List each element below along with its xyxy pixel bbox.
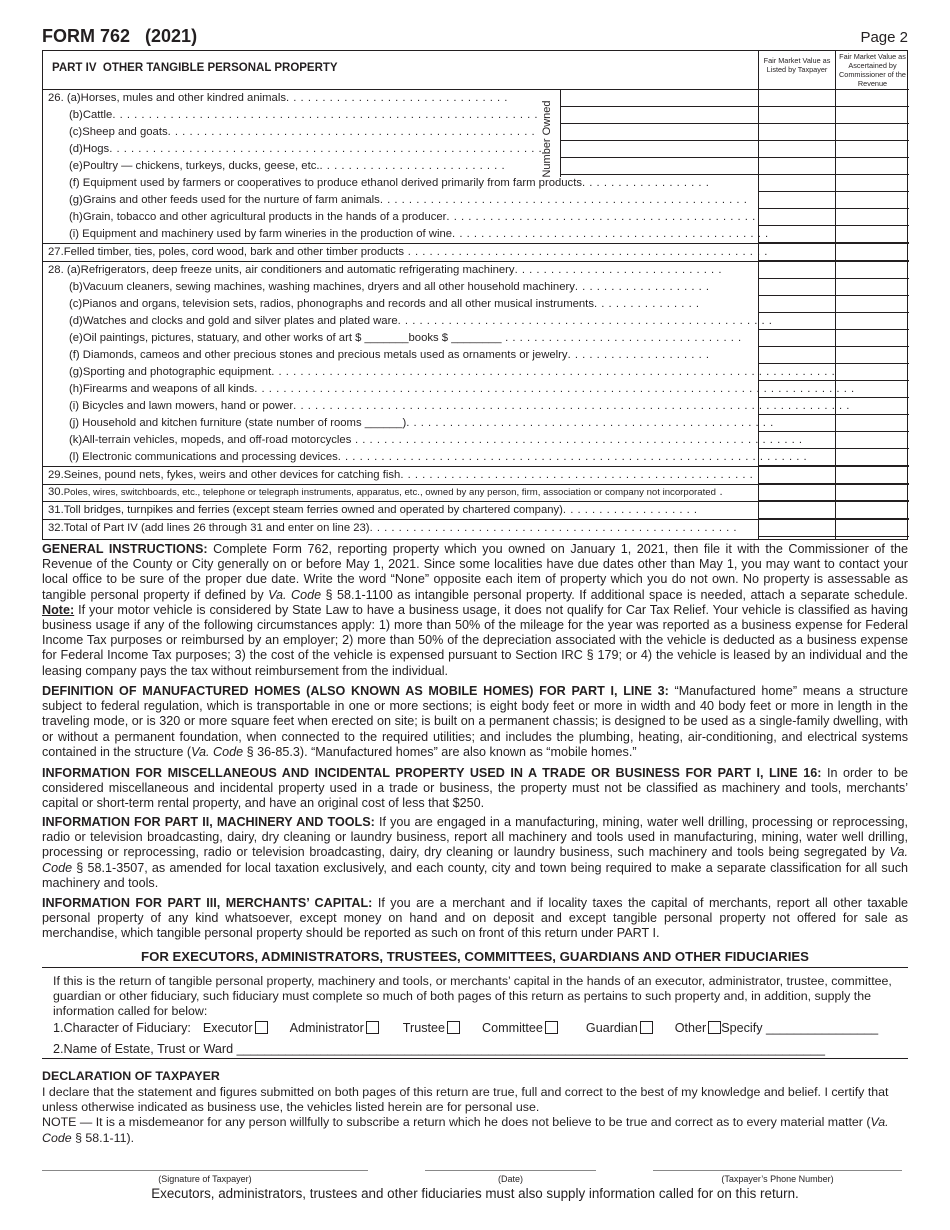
taxpayer-value-cell[interactable] (758, 192, 835, 209)
commissioner-value-cell[interactable] (835, 520, 909, 537)
table-row (43, 347, 909, 364)
row-label: (f) Diamonds, cameos and other precious stones and precious metals used as ornaments or jewelry. . . . . . . . . . . . . . . . . . . . (69, 349, 710, 361)
merchants-capital-info: INFORMATION FOR PART III, MERCHANTS’ CAPITAL: If you are a merchant and if locality taxes the capital of merchants, report all other taxable personal property of any kind whatsoever, except money on hand and on deposit and except tangible personal property not offered for sale as merchandise, which tangible personal property should be reported as such on front of this return under PART I. (42, 896, 908, 941)
row-label: 28. (a)Refrigerators, deep freeze units, air conditioners and automatic refrigerating machinery. . . . . . . . . . . . . . . . . . . . . . . . . . . . . (48, 264, 722, 276)
table-row (43, 158, 909, 175)
commissioner-value-cell[interactable] (835, 209, 909, 226)
other-checkbox[interactable] (708, 1021, 721, 1034)
executor-checkbox[interactable] (255, 1021, 268, 1034)
row-label: (e)Oil paintings, pictures, statuary, and other works of art $ _______books $ ________ . . . . . . . . . . . . . . . . . . . . . . . . . . . . . . . . . (69, 332, 742, 344)
commissioner-value-cell[interactable] (835, 141, 909, 158)
fiduciary-section (42, 967, 908, 1059)
commissioner-value-cell[interactable] (835, 467, 909, 484)
table-row (43, 279, 909, 296)
row-label: (i) Equipment and machinery used by farm wineries in the production of wine. . . . . . . . . . . . . . . . . . . . . . . . . . . . . . . . . . . . . . . . . . . . (69, 228, 769, 240)
row-label: 27.Felled timber, ties, poles, cord wood, bark and other timber products . . . . . . . . . . . . . . . . . . . . . . . . . . . . . . . . . . . . . . . . . . . . . . . . . . (48, 246, 768, 258)
committee-label: Committee (482, 1021, 543, 1035)
trustee-checkbox[interactable] (447, 1021, 460, 1034)
commissioner-value-cell[interactable] (835, 449, 909, 466)
table-row (43, 124, 909, 141)
taxpayer-value-cell[interactable] (758, 107, 835, 124)
number-owned-cell[interactable] (560, 90, 758, 107)
taxpayer-value-cell[interactable] (758, 432, 835, 449)
taxpayer-value-cell[interactable] (758, 90, 835, 107)
taxpayer-value-cell[interactable] (758, 175, 835, 192)
phone-line[interactable] (653, 1170, 902, 1171)
number-owned-cell[interactable] (560, 141, 758, 158)
commissioner-value-cell[interactable] (835, 381, 909, 398)
signature-line[interactable] (42, 1170, 368, 1171)
footer-note: Executors, administrators, trustees and other fiduciaries must also supply information called for on this return. (151, 1186, 799, 1201)
col-header-taxpayer: Fair Market Value as Listed by Taxpayer (763, 56, 831, 74)
row-label: 32.Total of Part IV (add lines 26 through 31 and enter on line 23). . . . . . . . . . . . . . . . . . . . . . . . . . . . . . . . . . . . . . . . . . . . . . . . . . . (48, 522, 738, 534)
phone-label: (Taxpayer’s Phone Number) (721, 1174, 834, 1184)
administrator-label: Administrator (289, 1021, 364, 1035)
taxpayer-value-cell[interactable] (758, 381, 835, 398)
taxpayer-value-cell[interactable] (758, 347, 835, 364)
other-label: Other (674, 1021, 707, 1035)
form-header (42, 26, 908, 48)
commissioner-value-cell[interactable] (835, 279, 909, 296)
row-label: (c)Pianos and organs, television sets, radios, phonographs and records and all other musical instruments. . . . . . . . . . . . . . . (69, 298, 700, 310)
taxpayer-value-cell[interactable] (758, 364, 835, 381)
table-row (43, 398, 909, 415)
number-owned-label: Number Owned (541, 100, 553, 178)
machinery-tools-info: INFORMATION FOR PART II, MACHINERY AND TOOLS: If you are engaged in a manufacturing, mining, water well drilling, processing or reprocessing, radio or television broadcasting, dairy, dry cleaning or laundry business, report all machinery and tools used in manufacturing, mining, water well drilling, processing or reprocessing, radio or television broadcasting, dairy, dry cleaning or laundry business, such machinery and tools being segregated by Va. Code § 58.1-3507, as amended for local taxation exclusively, and each county, city and town being required to make a separate classification for all such machinery and tools. (42, 815, 908, 890)
part-iv-table (42, 50, 908, 540)
row-label: (k)All-terrain vehicles, mopeds, and off-road motorcycles . . . . . . . . . . . . . . . . . . . . . . . . . . . . . . . . . . . . . . . . . . . . . . . . . . . . . . . . . . . . . . (69, 434, 803, 446)
table-row (43, 90, 909, 107)
date-line[interactable] (425, 1170, 596, 1171)
taxpayer-value-cell[interactable] (758, 313, 835, 330)
committee-checkbox[interactable] (545, 1021, 558, 1034)
row-label: (b)Vacuum cleaners, sewing machines, washing machines, dryers and all other household machinery. . . . . . . . . . . . . . . . . . . (69, 281, 710, 293)
commissioner-value-cell[interactable] (835, 90, 909, 107)
table-row (43, 244, 909, 261)
col-header-commissioner: Fair Market Value as Ascertained by Commissioner of the Revenue (839, 52, 906, 88)
taxpayer-value-cell[interactable] (758, 141, 835, 158)
mobile-homes-definition: DEFINITION OF MANUFACTURED HOMES (ALSO KNOWN AS MOBILE HOMES) FOR PART I, LINE 3: “Manufactured home” means a structure subject to federal regulation, which is transportable in one or more sections; is eight body feet or more in width and 40 body feet or more in length in the traveling mode, or is 320 or more square feet when erected on site; is built on a permanent chassis; is designed to be used as a single-family dwelling, with or without a permanent foundation, when connected to the required utilities; and includes the plumbing, heating, air-conditioning, and electrical systems contained in the structure (Va. Code § 36-85.3). “Manufactured homes” are also known as “mobile homes.” (42, 684, 908, 759)
table-row (43, 192, 909, 209)
taxpayer-value-cell[interactable] (758, 124, 835, 141)
taxpayer-value-cell[interactable] (758, 279, 835, 296)
table-row (43, 226, 909, 243)
taxpayer-value-cell[interactable] (758, 209, 835, 226)
row-label: (e)Poultry — chickens, turkeys, ducks, geese, etc.. . . . . . . . . . . . . . . . . . . . . . . . . . (69, 160, 506, 172)
part-iv-title: PART IV OTHER TANGIBLE PERSONAL PROPERTY (52, 62, 338, 74)
date-label: (Date) (497, 1174, 523, 1184)
commissioner-value-cell[interactable] (835, 432, 909, 449)
commissioner-value-cell[interactable] (835, 502, 909, 519)
number-owned-cell[interactable] (560, 107, 758, 124)
commissioner-value-cell[interactable] (835, 484, 909, 501)
table-row (43, 415, 909, 432)
fiduciary-character-row: 1.Character of Fiduciary: Executor Administrator Trustee Committee Guardian Other Specify ________________ (53, 1021, 879, 1035)
commissioner-value-cell[interactable] (835, 244, 909, 261)
commissioner-value-cell[interactable] (835, 262, 909, 279)
row-label: (g)Grains and other feeds used for the nurture of farm animals. . . . . . . . . . . . . . . . . . . . . . . . . . . . . . . . . . . . . . . . . . . . . . . . . . . (69, 194, 748, 206)
taxpayer-value-cell[interactable] (758, 330, 835, 347)
row-label: 30.Poles, wires, switchboards, etc., telephone or telegraph instruments, apparatus, etc., owned by any person, firm, association or company not incorporated . (48, 486, 724, 498)
table-row (43, 467, 909, 484)
row-label: (j) Household and kitchen furniture (state number of rooms ______). . . . . . . . . . . . . . . . . . . . . . . . . . . . . . . . . . . . . . . . . . . . . . . . . . . (69, 417, 774, 429)
page-number: Page 2 (860, 29, 908, 46)
row-label: (h)Grain, tobacco and other agricultural products in the hands of a producer. . . . . . . . . . . . . . . . . . . . . . . . . . . . . . . . . . . . . . . . . . . (69, 211, 756, 223)
taxpayer-value-cell[interactable] (758, 226, 835, 243)
fiduciary-text: If this is the return of tangible personal property, machinery and tools, or merchants’ capital in the hands of an executor, administrator, trustee, committee, guardian or other fiduciary, such fiduciary must complete so much of both pages of this return as pertains to such property and, in addition, supply the information called for below: (53, 974, 892, 1019)
table-row (43, 313, 909, 330)
row-label: (l) Electronic communications and processing devices. . . . . . . . . . . . . . . . . . . . . . . . . . . . . . . . . . . . . . . . . . . . . . . . . . . . . . . . . . . . . . . . . (69, 451, 808, 463)
table-row (43, 484, 909, 501)
table-row (43, 296, 909, 313)
guardian-label: Guardian (585, 1021, 638, 1035)
general-instructions: GENERAL INSTRUCTIONS: Complete Form 762, reporting property which you owned on January 1, 2021, then file it with the Commissioner of the Revenue of the County or City generally on or before May 1, 2021. Since some localities have due dates other than May 1, you may want to contact your local office to be sure of the proper due date. Write the word “None” opposite each item of property which you do not own. No property is assessable as tangible personal property if defined by Va. Code § 58.1-1100 as intangible personal property. If additional space is needed, attach a separate schedule. Note: If your motor vehicle is considered by State Law to have a business usage, it does not qualify for Car Tax Relief. Your vehicle is classified as having business usage if any of the following circumstances apply: 1) more than 50% of the mileage for the year was reported as a business expense for Federal Income Tax purposes or reimbursed by an employer; 2) more than 50% of the depreciation associated with the vehicle is deducted as a business expense for Federal Income Tax purposes; 3) the cost of the vehicle is expensed pursuant to Section IRC § 179; or 4) the vehicle is leased by an individual and the leasing company pays the tax without reimbursement from the individual. (42, 542, 909, 678)
signature-label: (Signature of Taxpayer) (158, 1174, 252, 1184)
row-label: 31.Toll bridges, turnpikes and ferries (except steam ferries owned and operated by chartered company). . . . . . . . . . . . . . . . . . . (48, 504, 698, 516)
row-label: (b)Cattle. . . . . . . . . . . . . . . . . . . . . . . . . . . . . . . . . . . . . . . . . . . . . . . . . . . . . . . . . . . (69, 109, 539, 121)
misc-property-info: INFORMATION FOR MISCELLANEOUS AND INCIDENTAL PROPERTY USED IN A TRADE OR BUSINESS FOR PART I, LINE 16: In order to be considered miscellaneous and incidental property used in a trade or business, the property must not be classified as machinery and tools, merchants’ capital or short-term rental property, and have an original cost of less that $250. (42, 766, 908, 811)
taxpayer-value-cell[interactable] (758, 244, 835, 261)
commissioner-value-cell[interactable] (835, 313, 909, 330)
taxpayer-value-cell[interactable] (758, 262, 835, 279)
table-row (43, 520, 909, 537)
table-row (43, 262, 909, 279)
specify-field[interactable]: Specify ________________ (721, 1021, 879, 1035)
commissioner-value-cell[interactable] (835, 347, 909, 364)
number-owned-cell[interactable] (560, 124, 758, 141)
commissioner-value-cell[interactable] (835, 124, 909, 141)
row-label: 29.Seines, pound nets, fykes, weirs and other devices for catching fish. . . . . . . . . . . . . . . . . . . . . . . . . . . . . . . . . . . . . . . . . . . . . . . . . (48, 469, 754, 481)
commissioner-value-cell[interactable] (835, 415, 909, 432)
commissioner-value-cell[interactable] (835, 175, 909, 192)
taxpayer-value-cell[interactable] (758, 415, 835, 432)
row-label: (c)Sheep and goats. . . . . . . . . . . . . . . . . . . . . . . . . . . . . . . . . . . . . . . . . . . . . . . . . . . (69, 126, 536, 138)
row-label: 26. (a)Horses, mules and other kindred animals. . . . . . . . . . . . . . . . . . . . . . . . . . . . . . . (48, 92, 508, 104)
commissioner-value-cell[interactable] (835, 192, 909, 209)
commissioner-value-cell[interactable] (835, 226, 909, 243)
taxpayer-value-cell[interactable] (758, 502, 835, 519)
taxpayer-value-cell[interactable] (758, 467, 835, 484)
taxpayer-value-cell[interactable] (758, 158, 835, 175)
row-label: (d)Hogs. . . . . . . . . . . . . . . . . . . . . . . . . . . . . . . . . . . . . . . . . . . . . . . . . . . . . . . . . . . . (69, 143, 543, 155)
row-label: (d)Watches and clocks and gold and silver plates and plated ware. . . . . . . . . . . . . . . . . . . . . . . . . . . . . . . . . . . . . . . . . . . . . . . . . . . . (69, 315, 773, 327)
administrator-checkbox[interactable] (366, 1021, 379, 1034)
commissioner-value-cell[interactable] (835, 158, 909, 175)
taxpayer-value-cell[interactable] (758, 449, 835, 466)
fiduciary-title: FOR EXECUTORS, ADMINISTRATORS, TRUSTEES, COMMITTEES, GUARDIANS AND OTHER FIDUCIARIES (141, 949, 809, 964)
row-label: (h)Firearms and weapons of all kinds. . . . . . . . . . . . . . . . . . . . . . . . . . . . . . . . . . . . . . . . . . . . . . . . . . . . . . . . . . . . . . . . . . . . . . . . . . . . . . . . . . . (69, 383, 855, 395)
commissioner-value-cell[interactable] (835, 107, 909, 124)
table-row (43, 364, 909, 381)
estate-name-field[interactable]: 2.Name of Estate, Trust or Ward ____________________________________________________________________________________ (53, 1042, 825, 1056)
table-row (43, 330, 909, 347)
row-label: (g)Sporting and photographic equipment. . . . . . . . . . . . . . . . . . . . . . . . . . . . . . . . . . . . . . . . . . . . . . . . . . . . . . . . . . . . . . . . . . . . . . . . . . . . . . (69, 366, 836, 378)
table-row (43, 381, 909, 398)
table-row (43, 175, 909, 192)
taxpayer-value-cell[interactable] (758, 398, 835, 415)
executor-label: Executor (202, 1021, 253, 1035)
table-row (43, 209, 909, 226)
declaration-title: DECLARATION OF TAXPAYER (42, 1069, 220, 1083)
taxpayer-value-cell[interactable] (758, 296, 835, 313)
guardian-checkbox[interactable] (640, 1021, 653, 1034)
row-label: (f) Equipment used by farmers or cooperatives to produce ethanol derived primarily from farm products. . . . . . . . . . . . . . . . . . (69, 177, 710, 189)
commissioner-value-cell[interactable] (835, 364, 909, 381)
table-row (43, 449, 909, 466)
taxpayer-value-cell[interactable] (758, 484, 835, 501)
row-label: (i) Bicycles and lawn mowers, hand or power. . . . . . . . . . . . . . . . . . . . . . . . . . . . . . . . . . . . . . . . . . . . . . . . . . . . . . . . . . . . . . . . . . . . . . . . . . . . . (69, 400, 850, 412)
declaration-text: I declare that the statement and figures submitted on both pages of this return are true, full and correct to the best of my knowledge and belief. I certify that unless otherwise indicated as business use, the vehicles listed herein are for personal use. NOTE — It is a misdemeanor for any person willfully to subscribe a return which he does not believe to be true and correct as to every material matter (Va. Code § 58.1-11). (42, 1085, 889, 1145)
table-row (43, 502, 909, 519)
table-row (43, 432, 909, 449)
trustee-label: Trustee (402, 1021, 446, 1035)
commissioner-value-cell[interactable] (835, 398, 909, 415)
number-owned-cell[interactable] (560, 158, 758, 175)
table-row (43, 107, 909, 124)
form-title: FORM 762 (2021) (42, 26, 198, 46)
commissioner-value-cell[interactable] (835, 330, 909, 347)
table-row (43, 141, 909, 158)
commissioner-value-cell[interactable] (835, 296, 909, 313)
taxpayer-value-cell[interactable] (758, 520, 835, 537)
